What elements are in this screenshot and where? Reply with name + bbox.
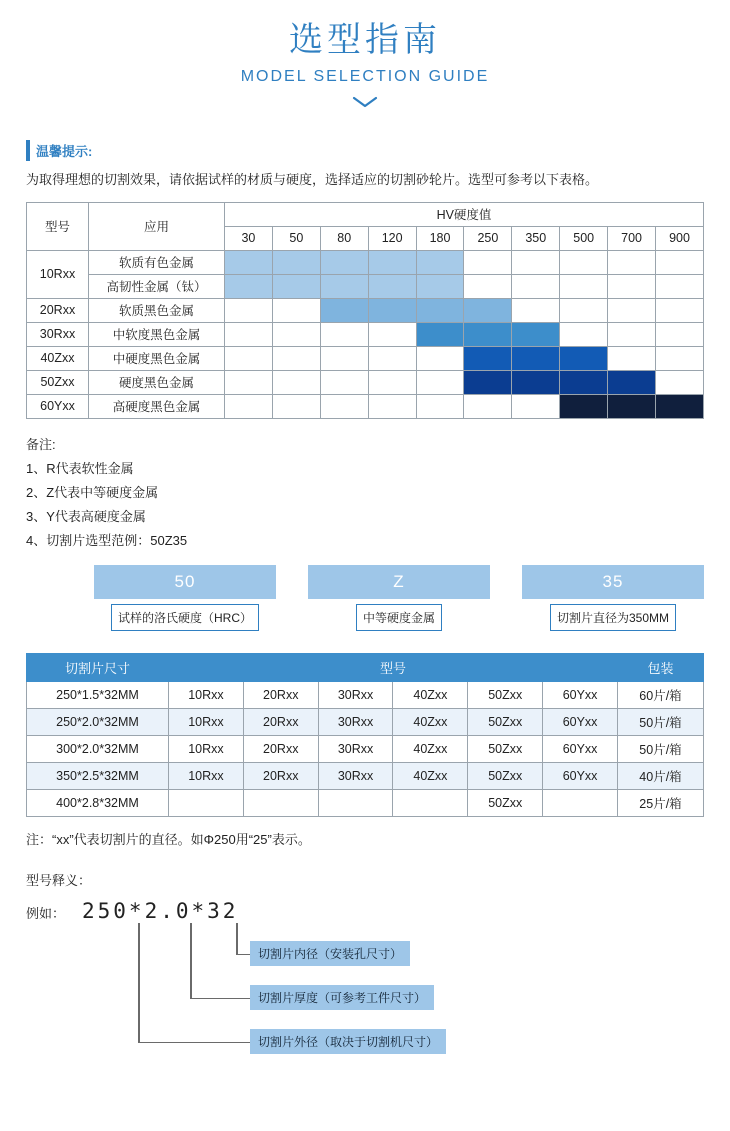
hv-cell-filled <box>225 274 273 298</box>
application-cell: 软质有色金属 <box>89 250 225 274</box>
hv-cell-filled <box>272 274 320 298</box>
model-cell: 60Yxx <box>27 394 89 418</box>
hv-cell-filled <box>416 250 464 274</box>
hv-cell-empty <box>512 250 560 274</box>
model-cell: 30Rxx <box>27 322 89 346</box>
hv-cell-empty <box>368 346 416 370</box>
table-row <box>27 394 704 418</box>
table-row <box>27 202 704 226</box>
application-cell: 高韧性金属（钛） <box>89 274 225 298</box>
hv-cell-empty <box>608 322 656 346</box>
label-outer-diameter: 切割片外径（取决于切割机尺寸） <box>250 1029 446 1054</box>
application-cell: 中软度黑色金属 <box>89 322 225 346</box>
example-column <box>94 565 276 631</box>
col-model: 型号 <box>27 202 89 250</box>
model-cell: 20Rxx <box>27 298 89 322</box>
hv-value-header: 500 <box>560 226 608 250</box>
cut-size-cell: 250*2.0*32MM <box>27 708 169 735</box>
hv-cell-empty <box>368 370 416 394</box>
application-cell: 高硬度黑色金属 <box>89 394 225 418</box>
packaging-cell: 25片/箱 <box>618 789 704 816</box>
model-cell: 10Rxx <box>169 735 244 762</box>
hv-cell-empty <box>512 298 560 322</box>
hv-cell-empty <box>416 394 464 418</box>
explanation-code: 250*2.0*32 <box>82 898 239 923</box>
model-cell: 10Rxx <box>169 762 244 789</box>
col-models: 型号 <box>169 653 618 681</box>
model-cell: 50Zxx <box>468 735 543 762</box>
hv-value-header: 900 <box>656 226 704 250</box>
example-code: 50 <box>94 565 276 599</box>
hv-cell-empty <box>225 322 273 346</box>
hv-cell-filled <box>464 322 512 346</box>
hv-cell-empty <box>225 346 273 370</box>
hv-cell-empty <box>464 274 512 298</box>
hv-value-header: 50 <box>272 226 320 250</box>
hv-cell-filled <box>512 346 560 370</box>
hv-cell-empty <box>608 274 656 298</box>
hv-cell-empty <box>272 394 320 418</box>
hardness-table-head <box>27 202 704 250</box>
hv-cell-empty <box>225 298 273 322</box>
notes-title: 备注: <box>26 436 56 452</box>
hv-cell-empty <box>656 370 704 394</box>
packaging-cell: 50片/箱 <box>618 708 704 735</box>
hv-cell-filled <box>368 298 416 322</box>
table-row <box>27 274 704 298</box>
model-cell: 10Rxx <box>27 250 89 298</box>
hv-cell-empty <box>320 322 368 346</box>
hv-cell-filled <box>320 274 368 298</box>
packaging-cell: 40片/箱 <box>618 762 704 789</box>
example-caption: 切割片直径为350MM <box>550 604 676 631</box>
leader-line-inner <box>236 923 238 955</box>
hv-cell-empty <box>560 322 608 346</box>
explanation-diagram <box>82 923 704 1103</box>
col-cut-size: 切割片尺寸 <box>27 653 169 681</box>
hv-cell-filled <box>320 298 368 322</box>
hv-cell-filled <box>512 322 560 346</box>
hv-cell-empty <box>512 274 560 298</box>
hardness-table-body <box>27 250 704 418</box>
hv-cell-empty <box>512 394 560 418</box>
table-row <box>27 735 704 762</box>
hv-cell-empty <box>656 250 704 274</box>
example-caption-wrap <box>94 599 276 631</box>
packaging-cell: 50片/箱 <box>618 735 704 762</box>
model-cell: 30Rxx <box>318 735 393 762</box>
hv-cell-filled <box>416 298 464 322</box>
note-item: 2、Z代表中等硬度金属 <box>26 484 159 500</box>
example-caption-wrap <box>522 599 704 631</box>
example-code: 35 <box>522 565 704 599</box>
notes-list <box>26 457 704 553</box>
cut-size-cell: 250*1.5*32MM <box>27 681 169 708</box>
application-cell: 软质黑色金属 <box>89 298 225 322</box>
size-table <box>26 653 704 817</box>
model-cell: 60Yxx <box>543 762 618 789</box>
leader-line-outer <box>138 923 140 1043</box>
hv-cell-filled <box>416 274 464 298</box>
label-inner-diameter: 切割片内径（安装孔尺寸） <box>250 941 410 966</box>
hv-value-header: 350 <box>512 226 560 250</box>
tip-block <box>26 108 704 190</box>
model-cell: 20Rxx <box>243 708 318 735</box>
model-cell: 40Zxx <box>393 735 468 762</box>
hv-cell-empty <box>464 394 512 418</box>
model-cell <box>169 789 244 816</box>
hv-value-header: 250 <box>464 226 512 250</box>
hv-cell-empty <box>320 346 368 370</box>
hv-cell-empty <box>464 250 512 274</box>
hv-cell-empty <box>416 370 464 394</box>
example-breakdown <box>26 565 704 631</box>
hv-cell-empty <box>320 370 368 394</box>
hv-cell-filled <box>560 370 608 394</box>
packaging-cell: 60片/箱 <box>618 681 704 708</box>
model-cell: 20Rxx <box>243 762 318 789</box>
hv-cell-filled <box>560 346 608 370</box>
example-code: Z <box>308 565 490 599</box>
size-table-body <box>27 681 704 816</box>
hv-cell-filled <box>656 394 704 418</box>
size-table-head <box>27 653 704 681</box>
table-row <box>27 298 704 322</box>
col-hv-group: HV硬度值 <box>225 202 704 226</box>
hv-cell-empty <box>656 346 704 370</box>
note-item: 3、Y代表高硬度金属 <box>26 508 146 524</box>
application-cell: 中硬度黑色金属 <box>89 346 225 370</box>
explanation-example-label: 例如： <box>26 905 66 921</box>
model-cell: 10Rxx <box>169 681 244 708</box>
model-cell: 20Rxx <box>243 681 318 708</box>
table-row <box>27 370 704 394</box>
leader-line-thickness <box>190 923 192 999</box>
model-cell: 50Zxx <box>468 708 543 735</box>
cut-size-cell: 350*2.5*32MM <box>27 762 169 789</box>
hv-cell-empty <box>272 298 320 322</box>
model-cell: 60Yxx <box>543 735 618 762</box>
tip-label: 温馨提示: <box>26 140 98 161</box>
model-cell <box>318 789 393 816</box>
hv-value-header: 180 <box>416 226 464 250</box>
model-cell: 40Zxx <box>393 762 468 789</box>
hv-cell-filled <box>225 250 273 274</box>
table-row <box>27 653 704 681</box>
chevron-down-icon <box>26 96 704 108</box>
hardness-table <box>26 202 704 419</box>
model-cell: 60Yxx <box>543 681 618 708</box>
hv-cell-empty <box>656 322 704 346</box>
model-cell: 30Rxx <box>318 762 393 789</box>
table-row <box>27 322 704 346</box>
application-cell: 硬度黑色金属 <box>89 370 225 394</box>
model-cell: 30Rxx <box>318 708 393 735</box>
model-cell: 50Zxx <box>468 762 543 789</box>
hv-cell-empty <box>656 274 704 298</box>
hv-cell-empty <box>272 346 320 370</box>
table-row <box>27 681 704 708</box>
example-column <box>522 565 704 631</box>
table-row <box>27 762 704 789</box>
hv-cell-filled <box>320 250 368 274</box>
model-cell: 30Rxx <box>318 681 393 708</box>
hv-cell-empty <box>416 346 464 370</box>
model-cell <box>543 789 618 816</box>
model-cell <box>393 789 468 816</box>
table-row <box>27 708 704 735</box>
page-subtitle: MODEL SELECTION GUIDE <box>240 68 490 86</box>
hv-cell-filled <box>560 394 608 418</box>
hv-cell-filled <box>416 322 464 346</box>
model-cell: 40Zxx <box>27 346 89 370</box>
hv-cell-empty <box>608 346 656 370</box>
hv-cell-empty <box>272 322 320 346</box>
hv-cell-empty <box>320 394 368 418</box>
cut-size-cell: 300*2.0*32MM <box>27 735 169 762</box>
label-thickness: 切割片厚度（可参考工件尺寸） <box>250 985 434 1010</box>
page-header <box>26 0 704 108</box>
hv-cell-filled <box>464 370 512 394</box>
model-cell <box>243 789 318 816</box>
notes-block <box>26 433 704 553</box>
hv-cell-filled <box>512 370 560 394</box>
hv-cell-filled <box>608 394 656 418</box>
hv-cell-empty <box>560 250 608 274</box>
model-cell: 50Zxx <box>27 370 89 394</box>
hv-cell-empty <box>225 370 273 394</box>
table-row <box>27 250 704 274</box>
example-column <box>308 565 490 631</box>
note-item: 4、切割片选型范例：50Z35 <box>26 532 188 548</box>
tip-text: 为取得理想的切割效果，请依据试样的材质与硬度，选择适应的切割砂轮片。选型可参考以下表格。 <box>26 172 599 188</box>
hv-cell-empty <box>272 370 320 394</box>
table-row <box>27 346 704 370</box>
model-cell: 60Yxx <box>543 708 618 735</box>
col-application: 应用 <box>89 202 225 250</box>
hv-cell-filled <box>464 298 512 322</box>
hv-cell-empty <box>225 394 273 418</box>
page-title: 选型指南 <box>289 21 441 59</box>
model-cell: 50Zxx <box>468 681 543 708</box>
size-table-note: 注：“xx”代表切割片的直径。如Φ250用“25”表示。 <box>26 831 311 847</box>
model-cell: 20Rxx <box>243 735 318 762</box>
col-packaging: 包装 <box>618 653 704 681</box>
hv-cell-empty <box>608 298 656 322</box>
example-caption: 试样的洛氏硬度（HRC） <box>111 604 259 631</box>
hv-value-header: 30 <box>225 226 273 250</box>
example-caption: 中等硬度金属 <box>356 604 442 631</box>
hv-value-header: 120 <box>368 226 416 250</box>
model-cell: 40Zxx <box>393 681 468 708</box>
hv-cell-empty <box>656 298 704 322</box>
hv-cell-empty <box>608 250 656 274</box>
hv-cell-filled <box>368 250 416 274</box>
hv-cell-filled <box>368 274 416 298</box>
example-caption-wrap <box>308 599 490 631</box>
explanation-example <box>26 899 704 923</box>
model-cell: 10Rxx <box>169 708 244 735</box>
note-item: 1、R代表软性金属 <box>26 460 134 476</box>
model-cell: 40Zxx <box>393 708 468 735</box>
hv-cell-empty <box>368 394 416 418</box>
hv-cell-filled <box>608 370 656 394</box>
hv-cell-empty <box>560 298 608 322</box>
hv-cell-filled <box>464 346 512 370</box>
hv-cell-filled <box>272 250 320 274</box>
hv-cell-empty <box>368 322 416 346</box>
cut-size-cell: 400*2.8*32MM <box>27 789 169 816</box>
model-cell: 50Zxx <box>468 789 543 816</box>
hv-value-header: 80 <box>320 226 368 250</box>
hv-value-header: 700 <box>608 226 656 250</box>
hv-cell-empty <box>560 274 608 298</box>
table-row <box>27 789 704 816</box>
explanation-title: 型号释义： <box>26 872 92 888</box>
